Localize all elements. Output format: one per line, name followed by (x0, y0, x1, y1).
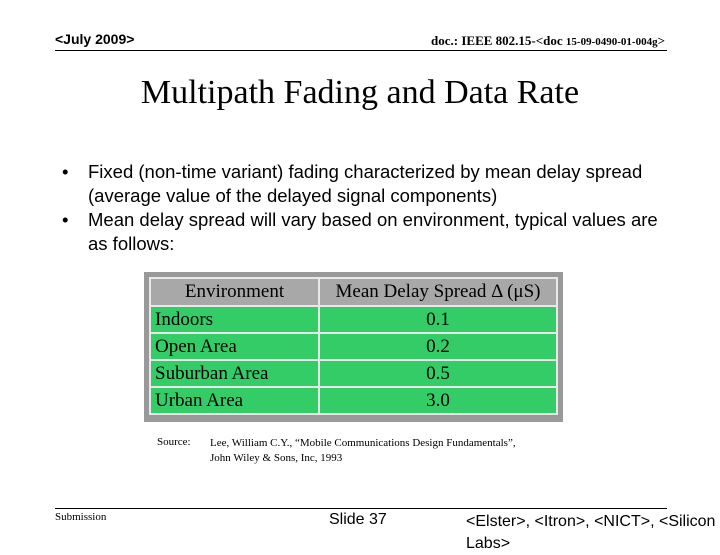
footer-submission: Submission (55, 511, 107, 523)
header-doc-prefix: doc.: IEEE 802.15-<doc (431, 33, 566, 48)
table-row (150, 360, 557, 387)
source-line-1: Lee, William C.Y., “Mobile Communications Design Fundamentals”, (210, 437, 516, 449)
footer-authors: <Elster>, <Itron>, <NICT>, <Silicon Labs> (466, 513, 716, 552)
cell-environment: Suburban Area (150, 360, 319, 387)
cell-delay: 0.2 (319, 333, 557, 360)
header-doc-suffix: > (657, 33, 665, 48)
bullet-list (62, 160, 662, 256)
header-mean-delay: Mean Delay Spread Δ (μS) (319, 278, 557, 306)
source-citation (210, 436, 516, 466)
bullet-symbol: • (62, 161, 69, 182)
cell-delay: 3.0 (319, 387, 557, 414)
bullet-text: Mean delay spread will vary based on environment, typical values are as follows: (88, 209, 658, 254)
cell-delay: 0.5 (319, 360, 557, 387)
header-doc-id (431, 33, 665, 49)
table-row (150, 333, 557, 360)
table-header-row (150, 278, 557, 306)
bullet-text: Fixed (non-time variant) fading characterized by mean delay spread (average value of the delayed signal components) (88, 161, 643, 206)
footer-slide-number: Slide 37 (329, 511, 387, 528)
cell-environment: Urban Area (150, 387, 319, 414)
source-label: Source: (157, 436, 191, 448)
delay-spread-table (149, 277, 558, 415)
header-doc-number: 15-09-0490-01-004g (565, 36, 658, 48)
bullet-item (62, 160, 662, 208)
cell-environment: Indoors (150, 306, 319, 333)
source-line-2: John Wiley & Sons, Inc, 1993 (210, 452, 343, 464)
footer-divider (55, 508, 667, 509)
slide-title: Multipath Fading and Data Rate (140, 74, 580, 111)
header-divider (55, 50, 667, 51)
bullet-symbol: • (62, 209, 69, 230)
table-row (150, 306, 557, 333)
cell-delay: 0.1 (319, 306, 557, 333)
table-row (150, 387, 557, 414)
cell-environment: Open Area (150, 333, 319, 360)
header-environment: Environment (150, 278, 319, 306)
bullet-item (62, 208, 662, 256)
header-date: <July 2009> (55, 31, 135, 47)
